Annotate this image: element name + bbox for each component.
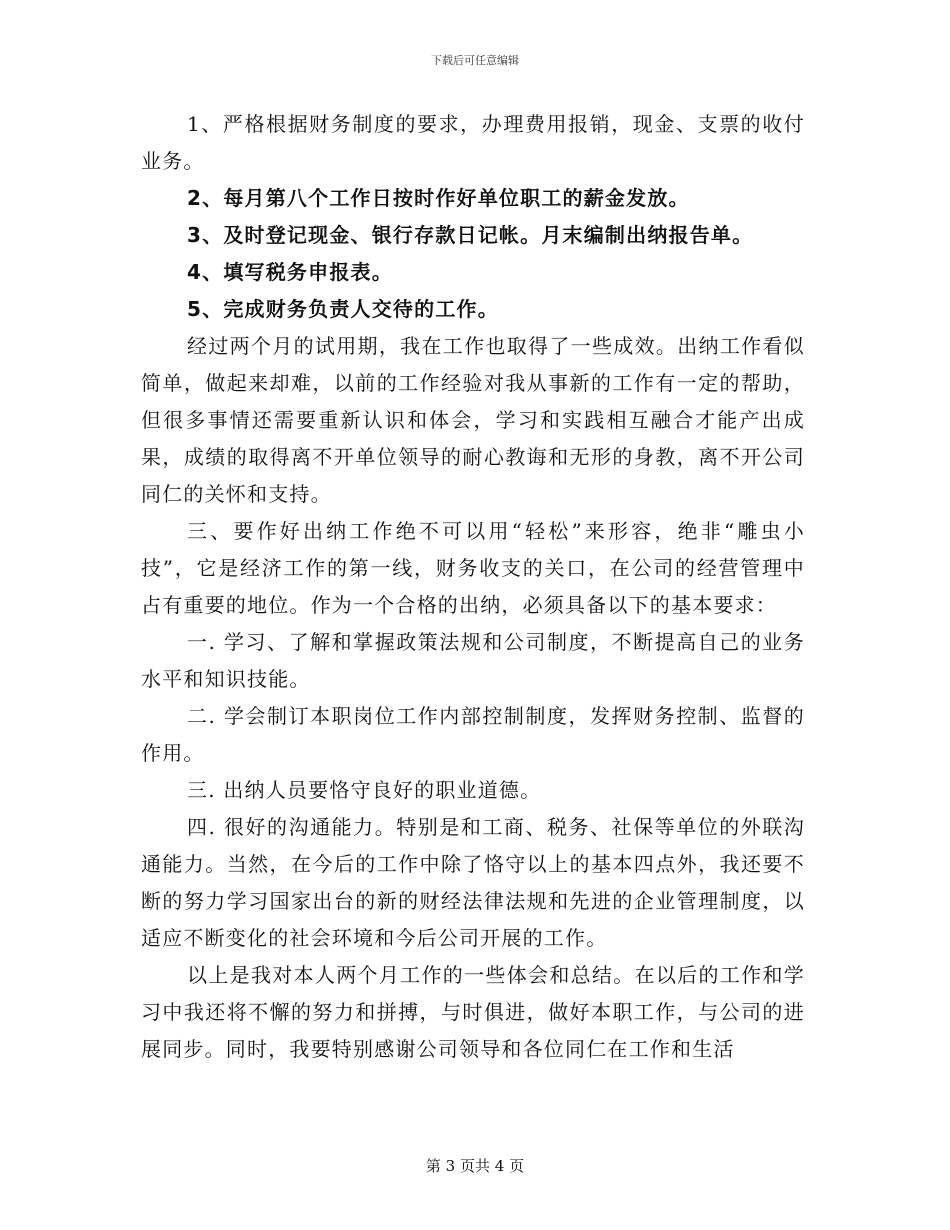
page-number: 第 3 页共 4 页 xyxy=(425,1157,525,1175)
paragraph-results: 经过两个月的试用期，我在工作也取得了一些成效。出纳工作看似简单，做起来却难，以前的工作经验对我从事新的工作有一定的帮助，但很多事情还需要重新认识和体会，学习和实践相互融合才能产出成果，成绩的取得离不开单位领导的耐心教诲和无形的身教，离不开公司同仁的关怀和支持。 xyxy=(141,334,805,506)
page-header: 下载后可任意编辑 xyxy=(431,54,519,67)
paragraph-duty-4: 4、填写税务申报表。 xyxy=(187,260,393,284)
paragraph-requirement-4: 四. 很好的沟通能力。特别是和工商、税务、社保等单位的外联沟通能力。当然，在今后的工作中除了恪守以上的基本四点外，我还要不断的努力学习国家出台的新的财经法律法规和先进的企业管理制度，以适应不断变化的社会环境和今后公司开展的工作。 xyxy=(141,815,805,950)
paragraph-summary: 以上是我对本人两个月工作的一些体会和总结。在以后的工作和学习中我还将不懈的努力和拼搏，与时俱进，做好本职工作，与公司的进展同步。同时，我要特别感谢公司领导和各位同仁在工作和生活 xyxy=(141,963,805,1061)
paragraph-requirement-1: 一. 学习、了解和掌握政策法规和公司制度，不断提高自己的业务水平和知识技能。 xyxy=(141,630,805,691)
paragraph-requirement-2: 二. 学会制订本职岗位工作内部控制制度，发挥财务控制、监督的作用。 xyxy=(141,704,805,765)
document-body xyxy=(141,106,805,1068)
paragraph-section-three: 三、要作好出纳工作绝不可以用“轻松”来形容，绝非“雕虫小技”，它是经济工作的第一线，财务收支的关口，在公司的经营管理中占有重要的地位。作为一个合格的出纳，必须具备以下的基本要求： xyxy=(141,519,805,617)
paragraph-duty-5: 5、完成财务负责人交待的工作。 xyxy=(187,297,499,321)
paragraph-duty-3: 3、及时登记现金、银行存款日记帐。月末编制出纳报告单。 xyxy=(187,223,754,247)
paragraph-duty-2: 2、每月第八个工作日按时作好单位职工的薪金发放。 xyxy=(187,186,690,210)
paragraph-duty-1: 1、严格根据财务制度的要求，办理费用报销，现金、支票的收付业务。 xyxy=(141,112,805,173)
paragraph-requirement-3: 三. 出纳人员要恪守良好的职业道德。 xyxy=(187,778,542,802)
